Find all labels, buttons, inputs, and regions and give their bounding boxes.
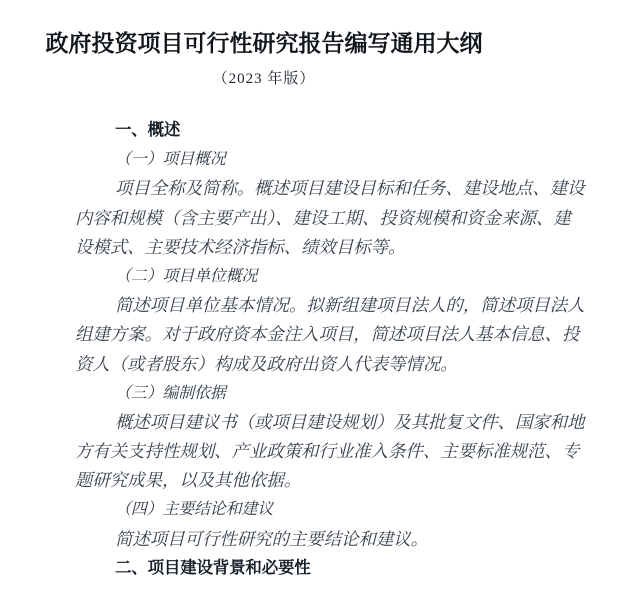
body-line: 设模式、主要技术经济指标、绩效目标等。: [75, 236, 406, 257]
sub-heading-1-3: （三）编制依据: [115, 384, 226, 402]
document-title: 政府投资项目可行性研究报告编写通用大纲: [45, 31, 483, 56]
body-line: 方有关支持性规划、产业政策和行业准入条件、主要标准规范、专: [75, 441, 580, 462]
document-header: [0, 30, 528, 88]
sub-heading-1-2: （二）项目单位概况: [115, 267, 258, 285]
body-line: 组建方案。对于政府资本金注入项目，简述项目法人基本信息、投: [75, 324, 580, 345]
body-line: 简述项目可行性研究的主要结论和建议。: [115, 528, 429, 549]
sub-heading-1-1: （一）项目概况: [115, 151, 226, 169]
document-subtitle: （2023 年版）: [212, 71, 316, 87]
section-heading-1: 一、概述: [115, 121, 181, 139]
body-line: 项目全称及简称。概述项目建设目标和任务、建设地点、建设: [115, 178, 585, 199]
body-line: 题研究成果，以及其他依据。: [75, 470, 302, 491]
body-line: 资人（或者股东）构成及政府出资人代表等情况。: [75, 353, 458, 374]
section-heading-2: 二、项目建设背景和必要性: [115, 558, 311, 577]
body-line: 概述项目建议书（或项目建设规划）及其批复文件、国家和地: [115, 411, 585, 432]
sub-heading-1-4: （四）主要结论和建议: [115, 501, 274, 519]
document-body: [75, 116, 595, 583]
body-line: 内容和规模（含主要产出）、建设工期、投资规模和资金来源、建: [75, 207, 571, 228]
body-line: 简述项目单位基本情况。拟新组建项目法人的，简述项目法人: [115, 295, 585, 316]
